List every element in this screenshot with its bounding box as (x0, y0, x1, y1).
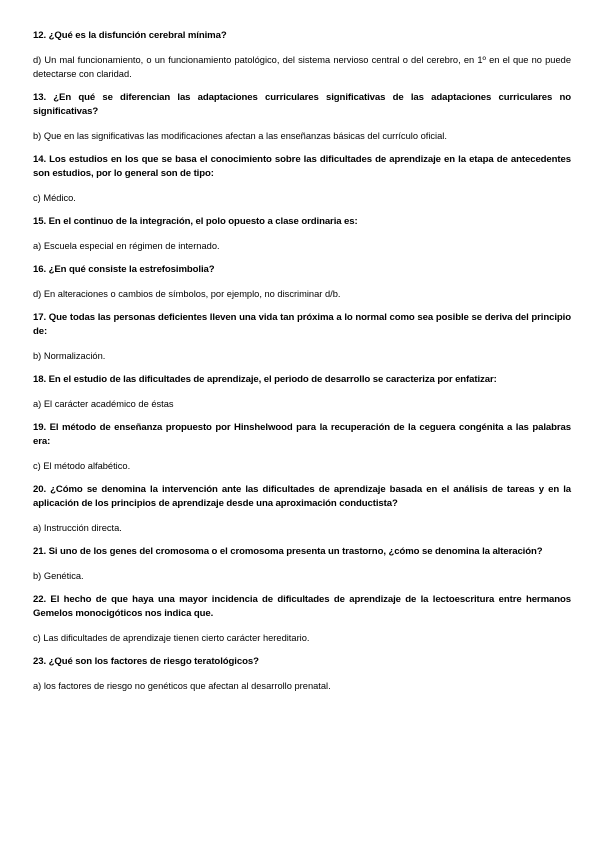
question-item-12 (33, 29, 571, 91)
answer-text: a) Instrucción directa. (33, 523, 122, 533)
question-text: 21. Si uno de los genes del cromosoma o el cromosoma presenta un trastorno, ¿cómo se denomina la alteración? (33, 546, 543, 557)
question-text: 19. El método de enseñanza propuesto por Hinshelwood para la recuperación de la ceguera congénita a las palabras era: (33, 422, 571, 447)
question-text: 18. En el estudio de las dificultades de aprendizaje, el periodo de desarrollo se caracteriza por enfatizar: (33, 374, 497, 385)
question-item-14 (33, 153, 571, 215)
answer-text: d) Un mal funcionamiento, o un funcionamiento patológico, del sistema nervioso central o del cerebro, en 1º en el que no puede detectarse con claridad. (33, 55, 571, 79)
question-text: 17. Que todas las personas deficientes lleven una vida tan próxima a lo normal como sea posible se deriva del principio de: (33, 312, 571, 337)
answer-text: a) los factores de riesgo no genéticos que afectan al desarrollo prenatal. (33, 681, 331, 691)
question-item-15 (33, 215, 571, 263)
answer-text: b) Que en las significativas las modificaciones afectan a las enseñanzas básicas del currículo oficial. (33, 131, 447, 141)
question-item-13 (33, 91, 571, 153)
question-item-22 (33, 593, 571, 655)
answer-text: a) Escuela especial en régimen de internado. (33, 241, 220, 251)
question-text: 14. Los estudios en los que se basa el conocimiento sobre las dificultades de aprendizaje en la etapa de antecedentes son estudios, por lo general son de tipo: (33, 154, 571, 179)
answer-text: b) Genética. (33, 571, 84, 581)
question-item-18 (33, 373, 571, 421)
question-text: 22. El hecho de que haya una mayor incidencia de dificultades de aprendizaje de la lectoescritura entre hermanos Gemelos monocigóticos nos indica que. (33, 594, 571, 619)
question-item-20 (33, 483, 571, 545)
question-item-19 (33, 421, 571, 483)
question-text: 13. ¿En qué se diferencian las adaptaciones curriculares significativas de las adaptaciones curriculares no significativas? (33, 92, 571, 117)
document-page (33, 29, 571, 693)
answer-text: c) Médico. (33, 193, 76, 203)
question-text: 23. ¿Qué son los factores de riesgo teratológicos? (33, 656, 259, 667)
question-item-23 (33, 655, 571, 693)
answer-text: d) En alteraciones o cambios de símbolos, por ejemplo, no discriminar d/b. (33, 289, 341, 299)
question-text: 16. ¿En qué consiste la estrefosimbolia? (33, 264, 215, 275)
answer-text: c) Las dificultades de aprendizaje tienen cierto carácter hereditario. (33, 633, 310, 643)
answer-text: a) El carácter académico de éstas (33, 399, 174, 409)
question-text: 15. En el continuo de la integración, el polo opuesto a clase ordinaria es: (33, 216, 358, 227)
question-item-21 (33, 545, 571, 593)
answer-text: b) Normalización. (33, 351, 106, 361)
answer-text: c) El método alfabético. (33, 461, 131, 471)
question-item-17 (33, 311, 571, 373)
question-text: 20. ¿Cómo se denomina la intervención ante las dificultades de aprendizaje basada en el análisis de tareas y en la aplicación de los principios de aprendizaje desde una aproximación conductista? (33, 484, 571, 509)
question-text: 12. ¿Qué es la disfunción cerebral mínima? (33, 30, 227, 41)
question-item-16 (33, 263, 571, 311)
